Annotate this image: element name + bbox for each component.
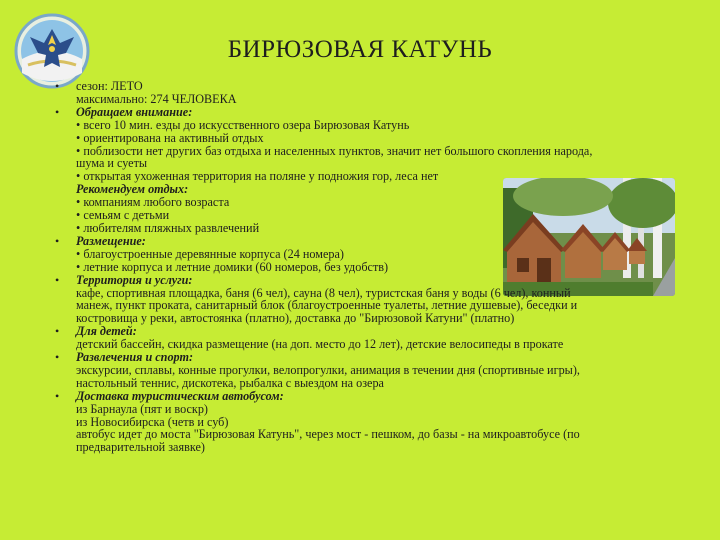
text-line: предварительной заявке) [76,440,205,455]
text-line: манеж, пункт проката, санитарный блок (благоустроенные туалеты, летние душевые), беседки и [76,298,578,313]
list-item: шума и суеты [76,156,148,171]
content [55,79,676,455]
text-line: из Барнаула (пят и воскр) [76,401,208,416]
bullet-dot: • [55,79,60,93]
text-line: костровища у реки, автостоянка (платно), доставка до "Бирюзовой Катуни" (платно) [76,311,515,326]
text-line: экскурсии, сплавы, конные прогулки, велопрогулки, анимация в течении дня (спортивные игры), [76,362,580,377]
section-heading: Доставка туристическим автобусом: [76,388,284,403]
section-intro [55,79,676,106]
section-attention [55,104,676,235]
list-item: • благоустроенные деревянные корпуса (24 номера) [76,246,344,261]
bullet-dot: • [55,350,60,365]
section-heading: Обращаем внимание: [76,104,193,119]
section-heading: Рекомендуем отдых: [76,182,189,197]
section-accommodation [55,233,676,274]
section-heading: Территория и услуги: [76,272,193,287]
text-line: детский бассейн, скидка размещение (на доп. место до 12 лет), детские велосипеды в прокате [76,337,564,352]
bullet-dot: • [55,233,60,248]
text-line: кафе, спортивная площадка, баня (6 чел), сауна (8 чел), туристская баня у воды (6 чел), конный [76,285,571,300]
section-heading: Развлечения и спорт: [76,350,194,365]
text-line: автобус идет до моста "Бирюзовая Катунь", через мост - пешком, до базы - на микроавтобусе (по [76,427,580,442]
season-text: сезон: ЛЕТО [76,79,143,93]
text-line: из Новосибирска (четв и суб) [76,414,229,429]
capacity-text: максимально: 274 ЧЕЛОВЕКА [76,91,237,106]
list-item: • любителям пляжных развлечений [76,220,260,235]
bullet-dot: • [55,272,60,287]
list-item: • ориентирована на активный отдых [76,130,264,145]
list-item: • компаниям любого возраста [76,195,230,210]
section-territory [55,272,676,326]
list-item: • семьям с детьми [76,208,170,223]
section-heading: Для детей: [76,324,137,339]
section-bus [55,388,676,455]
list-item: • поблизости нет других баз отдыха и населенных пунктов, значит нет большого скопления народа, [76,143,593,158]
bullet-dot: • [55,104,60,119]
section-kids [55,324,676,352]
bullet-dot: • [55,324,60,339]
section-heading: Размещение: [76,233,146,248]
list-item: • летние корпуса и летние домики (60 номеров, без удобств) [76,259,389,274]
list-item: • открытая ухоженная территория на поляне у подножия гор, леса нет [76,169,439,184]
text-line: настольный теннис, дискотека, рыбалка с выездом на озера [76,375,384,390]
list-item: • всего 10 мин. езды до искусственного озера Бирюзовая Катунь [76,117,410,132]
section-fun [55,350,676,390]
page-title: БИРЮЗОВАЯ КАТУНЬ [227,36,493,63]
bullet-dot: • [55,388,60,403]
